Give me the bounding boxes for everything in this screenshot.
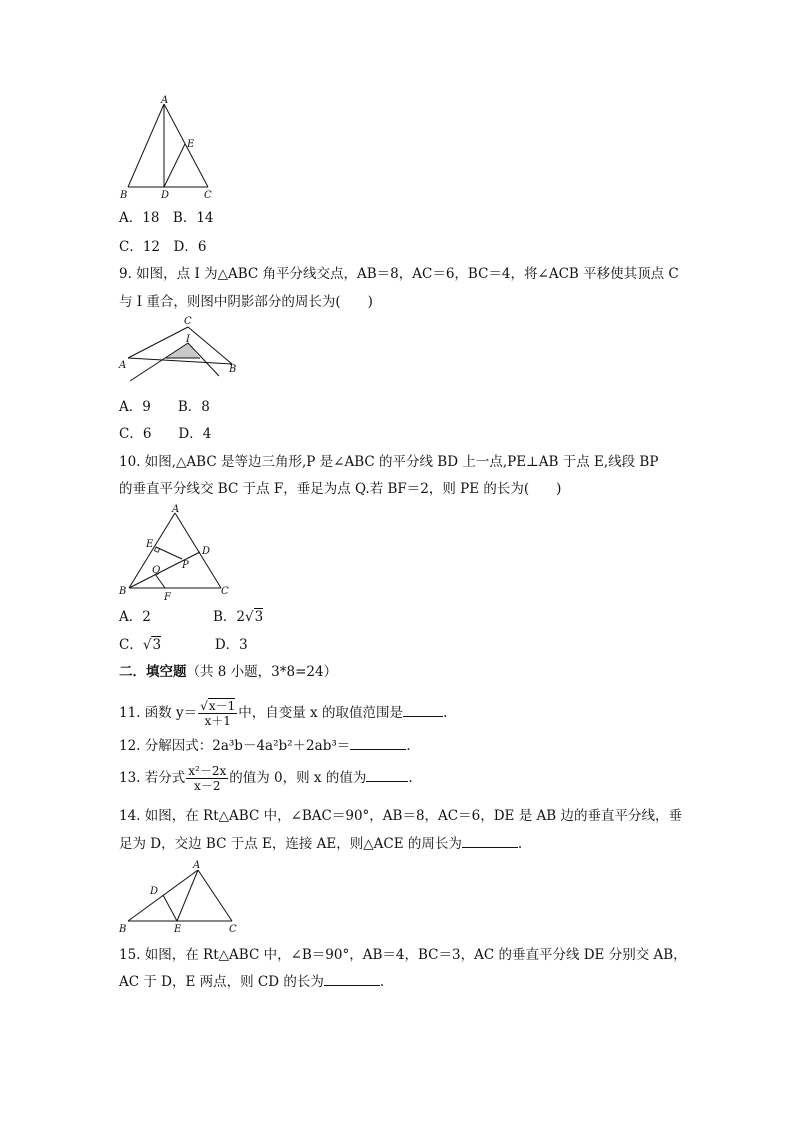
q11-end: . <box>442 705 448 721</box>
q12-line <box>119 736 411 756</box>
q10-label-b: B <box>119 586 127 597</box>
q14-label-d: D <box>150 886 159 897</box>
q10-option-d: D．3 <box>214 637 248 653</box>
q10-text-line2: 的垂直平分线交 BC 于点 F，垂足为点 Q.若 BF＝2，则 PE 的长为( ) <box>119 481 562 497</box>
q10-option-b-prefix: B．2 <box>213 609 246 625</box>
q10-label-a: A <box>172 504 180 515</box>
q9-text-line1: 9. 如图，点 I 为△ABC 角平分线交点，AB＝8，AC＝6，BC＝4，将∠ACB 平移使其顶点 C <box>119 266 679 282</box>
q14-answer-blank[interactable] <box>462 835 518 848</box>
q10-label-p: P <box>182 560 189 571</box>
q8-label-b: B <box>120 190 128 201</box>
q8-label-e: E <box>187 139 195 150</box>
q11-prefix: 11. 函数 y＝ <box>119 705 198 721</box>
q15-end: . <box>379 974 385 990</box>
q10-option-a: A．2 <box>119 609 151 625</box>
q10-text-line1: 10. 如图,△ABC 是等边三角形,P 是∠ABC 的平分线 BD 上一点,PE⊥AB 于点 E,线段 BP <box>119 454 659 470</box>
q8-label-a: A <box>161 95 169 106</box>
q14-text-line2-wrap <box>119 834 522 854</box>
q13-num: x²－2x <box>188 764 227 778</box>
q13-answer-blank[interactable] <box>366 769 408 782</box>
q10-label-q: Q <box>152 565 161 576</box>
q8-options-row1: A．18 B．14 <box>119 210 214 226</box>
q13-line <box>119 764 413 793</box>
section2-heading <box>119 662 337 682</box>
q8-options-row2: C．12 D．6 <box>119 239 207 255</box>
q11-fraction: $\frac{√x-1}{x+1}$ <box>200 699 236 728</box>
q10-options-row1 <box>119 607 263 627</box>
q15-text-line2: AC 于 D，E 两点，则 CD 的长为 <box>119 974 324 990</box>
q15-text-line2-wrap <box>119 972 384 992</box>
q14-label-b: B <box>119 924 127 935</box>
q12-end: . <box>406 738 411 754</box>
q9-triangle-figure <box>116 313 246 385</box>
q9-label-i: I <box>186 334 190 345</box>
q8-triangle-figure <box>116 92 226 202</box>
q11-suffix: 中，自变量 x 的取值范围是 <box>238 705 403 721</box>
q14-text-line2: 足为 D，交边 BC 于点 E，连接 AE，则△ACE 的周长为 <box>119 836 462 852</box>
q10-option-c-sqrt: √3 <box>142 637 162 653</box>
q15-text-line1: 15. 如图，在 Rt△ABC 中，∠B＝90°，AB＝4，BC＝3，AC 的垂直平分线 DE 分别交 AB， <box>119 947 687 963</box>
q14-label-e: E <box>174 924 182 935</box>
q13-prefix: 13. 若分式 <box>119 770 186 786</box>
q9-label-a: A <box>119 360 127 371</box>
q10-label-c: C <box>221 586 229 597</box>
section2-note: （共 8 小题，3*8=24） <box>186 664 338 680</box>
q13-end: . <box>408 770 413 786</box>
q14-triangle-figure <box>116 855 246 935</box>
q8-label-d: D <box>161 190 170 201</box>
q10-label-d: D <box>202 546 211 557</box>
q9-options-row1: A．9 B．8 <box>119 399 210 415</box>
q12-text: 12. 分解因式：2a³b－4a²b²＋2ab³＝ <box>119 738 351 754</box>
q15-answer-blank[interactable] <box>324 973 380 986</box>
q10-label-e: E <box>146 539 154 550</box>
q14-end: . <box>517 836 523 852</box>
q13-fraction <box>186 764 228 793</box>
section2-title: 二．填空题 <box>119 664 187 680</box>
q11-num-radicand: x－1 <box>208 699 236 713</box>
q9-label-b: B <box>229 364 237 375</box>
q10-label-f: F <box>164 592 171 602</box>
q9-label-c: C <box>184 316 192 327</box>
q13-den: x－2 <box>194 779 221 793</box>
q11-den: x＋1 <box>204 714 231 728</box>
q14-text-line1: 14. 如图，在 Rt△ABC 中，∠BAC＝90°，AB＝8，AC＝6，DE 是 AB 边的垂直平分线，垂 <box>119 808 682 824</box>
q12-answer-blank[interactable] <box>350 737 406 750</box>
q11-line <box>119 699 447 728</box>
q10-option-c-prefix: C． <box>119 637 143 653</box>
q10-option-b-sqrt: √3 <box>245 609 264 625</box>
q8-label-c: C <box>204 190 212 201</box>
q10-triangle-figure <box>116 500 236 602</box>
q11-answer-blank[interactable] <box>403 704 443 717</box>
q10-options-row2 <box>119 635 248 655</box>
q14-label-c: C <box>229 924 237 935</box>
q14-label-a: A <box>193 860 201 871</box>
q9-options-row2: C．6 D．4 <box>119 426 212 442</box>
q13-suffix: 的值为 0，则 x 的值为 <box>229 770 367 786</box>
q9-text-line2: 与 I 重合，则图中阴影部分的周长为( ) <box>119 294 373 310</box>
